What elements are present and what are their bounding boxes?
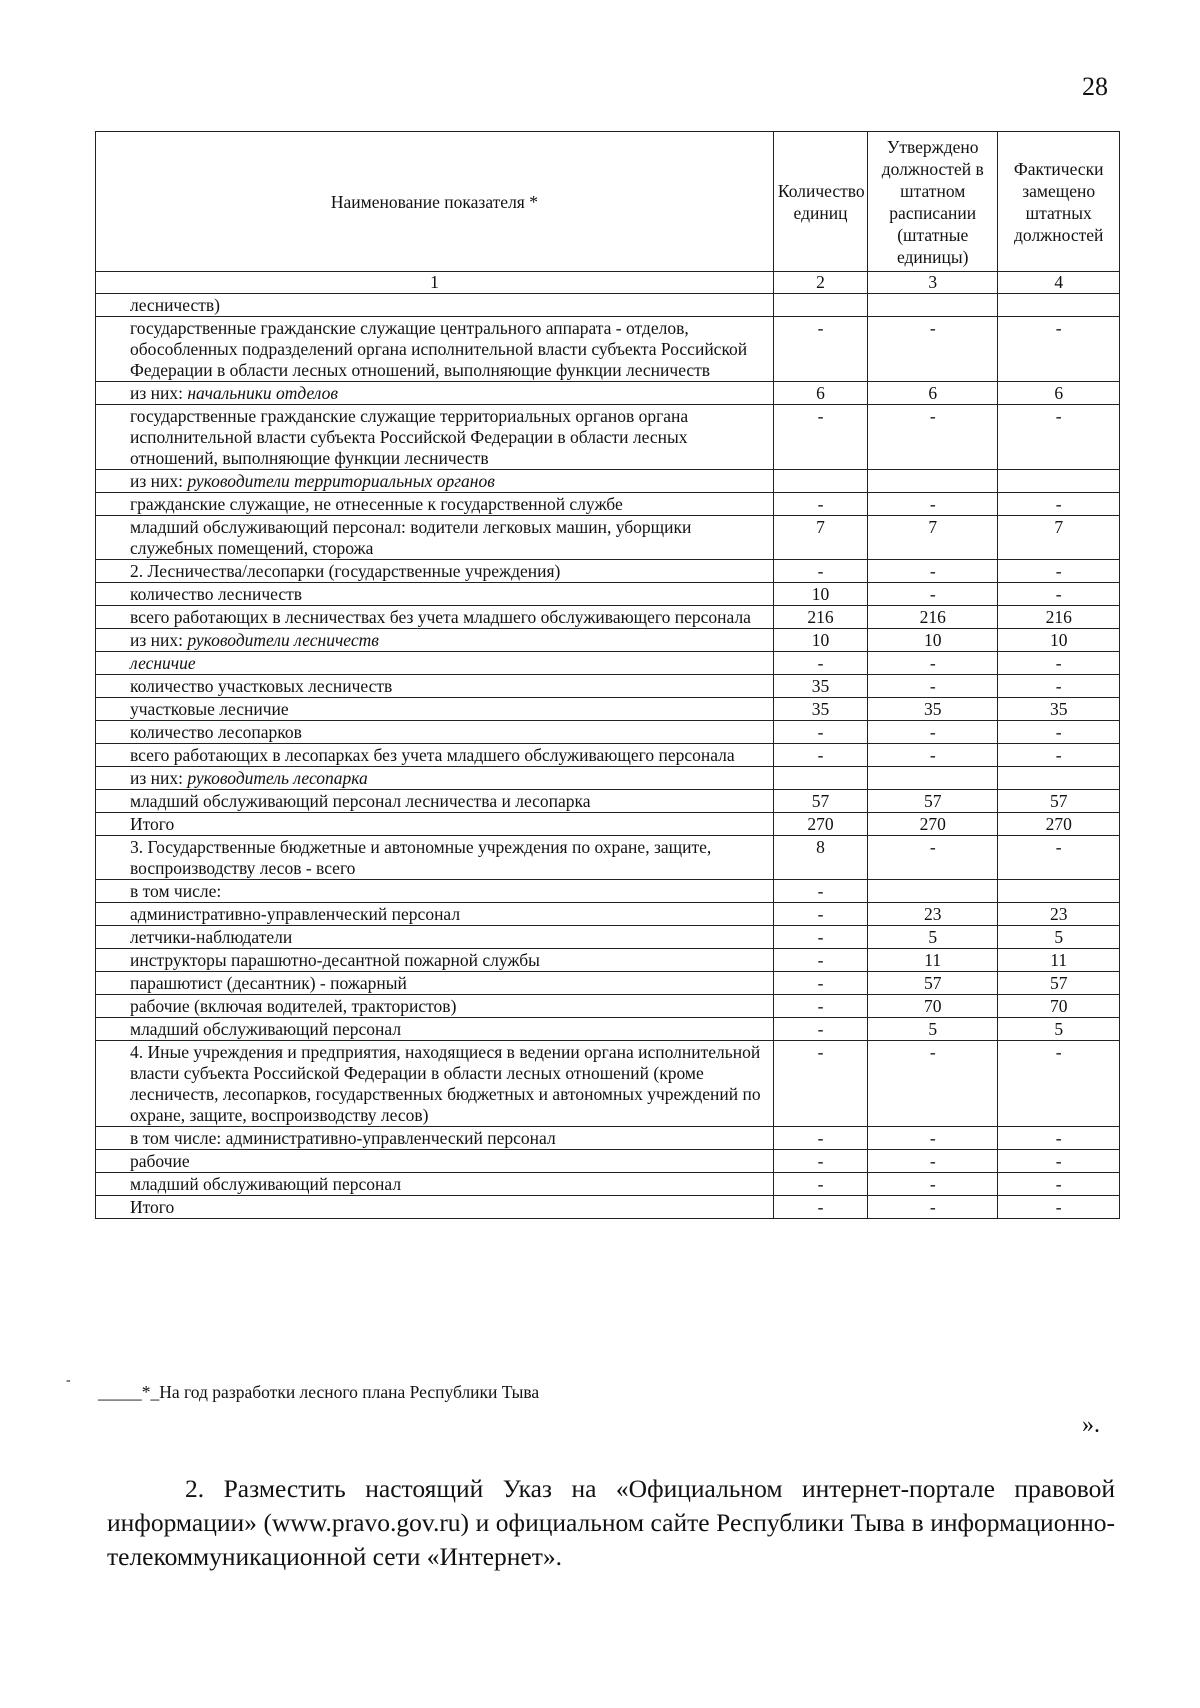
- row-label: [96, 629, 774, 652]
- header-actual: Фактически замещено штатных должностей: [998, 132, 1120, 272]
- table-row: [96, 721, 1120, 744]
- row-label-text: рабочие (включая водителей, трактористов): [130, 996, 457, 1016]
- cell-c3: 216: [868, 606, 998, 629]
- row-label-text: лесничеств): [130, 295, 220, 315]
- row-label-text: младший обслуживающий персонал: [130, 1019, 402, 1039]
- row-label-text: административно-управленческий персонал: [130, 904, 461, 924]
- page-number: 28: [1082, 72, 1108, 101]
- row-prefix: из них:: [130, 471, 188, 491]
- table-row: [96, 560, 1120, 583]
- row-label: [96, 1173, 774, 1196]
- row-label-text: 3. Государственные бюджетные и автономные учреждения по охране, защите, воспроизводству лесов - всего: [130, 837, 712, 878]
- row-label-text: в том числе:: [130, 881, 222, 901]
- cell-c4: -: [998, 317, 1120, 382]
- cell-c3: 11: [868, 949, 998, 972]
- table-row: [96, 606, 1120, 629]
- cell-c2: -: [773, 1173, 867, 1196]
- cell-c2: -: [773, 1127, 867, 1150]
- table-row: [96, 382, 1120, 405]
- cell-c3: -: [868, 1196, 998, 1219]
- cell-c2: -: [773, 972, 867, 995]
- table-row: [96, 493, 1120, 516]
- row-label: [96, 880, 774, 903]
- table-row: [96, 836, 1120, 880]
- row-label-text: младший обслуживающий персонал лесничества и лесопарка: [130, 791, 591, 811]
- cell-c4: -: [998, 721, 1120, 744]
- row-label-text: парашютист (десантник) - пожарный: [130, 973, 407, 993]
- header-row: [96, 132, 1120, 272]
- cell-c2: 35: [773, 675, 867, 698]
- closing-quote: ».: [1082, 1412, 1100, 1438]
- row-label: [96, 560, 774, 583]
- row-label-text: рабочие: [130, 1151, 190, 1171]
- cell-c4: -: [998, 1041, 1120, 1127]
- row-label-text: Итого: [130, 1197, 175, 1217]
- row-label-text: летчики-наблюдатели: [130, 927, 293, 947]
- cell-c3: 57: [868, 790, 998, 813]
- table-row: [96, 744, 1120, 767]
- cell-c2: [773, 294, 867, 317]
- row-label-text: начальники отделов: [187, 383, 338, 403]
- cell-c4: -: [998, 744, 1120, 767]
- cell-c2: 10: [773, 629, 867, 652]
- cell-c3: -: [868, 1127, 998, 1150]
- cell-c2: 216: [773, 606, 867, 629]
- row-label-text: 2. Лесничества/лесопарки (государственные учреждения): [130, 561, 561, 581]
- table-row: [96, 629, 1120, 652]
- table-row: [96, 405, 1120, 470]
- cell-c3: -: [868, 493, 998, 516]
- cell-c4: -: [998, 493, 1120, 516]
- cell-c2: 10: [773, 583, 867, 606]
- table-row: [96, 1196, 1120, 1219]
- row-label: [96, 606, 774, 629]
- cell-c3: 6: [868, 382, 998, 405]
- cell-c3: -: [868, 721, 998, 744]
- cell-c4: 57: [998, 790, 1120, 813]
- cell-c2: 7: [773, 516, 867, 560]
- table-row: [96, 583, 1120, 606]
- cell-c3: 270: [868, 813, 998, 836]
- header-count: Количество единиц: [773, 132, 867, 272]
- cell-c4: 6: [998, 382, 1120, 405]
- cell-c4: 35: [998, 698, 1120, 721]
- cell-c2: [773, 767, 867, 790]
- row-label-text: количество лесничеств: [130, 584, 303, 604]
- cell-c4: 5: [998, 1018, 1120, 1041]
- cell-c4: [998, 767, 1120, 790]
- cell-c4: 5: [998, 926, 1120, 949]
- cell-c3: -: [868, 836, 998, 880]
- row-label: [96, 1127, 774, 1150]
- row-label-text: руководители лесничеств: [187, 630, 379, 650]
- cell-c3: -: [868, 317, 998, 382]
- cell-c2: 57: [773, 790, 867, 813]
- table-row: [96, 1173, 1120, 1196]
- cell-c2: -: [773, 880, 867, 903]
- cell-c3: [868, 880, 998, 903]
- table-row: [96, 813, 1120, 836]
- header-approved: Утверждено должностей в штатном расписании (штатные единицы): [868, 132, 998, 272]
- cell-c4: -: [998, 1127, 1120, 1150]
- cell-c2: -: [773, 1041, 867, 1127]
- cell-c4: 11: [998, 949, 1120, 972]
- table-row: [96, 1150, 1120, 1173]
- cell-c3: -: [868, 560, 998, 583]
- cell-c3: [868, 767, 998, 790]
- table-row: [96, 317, 1120, 382]
- cell-c4: -: [998, 405, 1120, 470]
- cell-c4: 7: [998, 516, 1120, 560]
- cell-c3: -: [868, 675, 998, 698]
- cell-c4: 216: [998, 606, 1120, 629]
- row-label-text: Итого: [130, 814, 175, 834]
- cell-c2: 270: [773, 813, 867, 836]
- table-row: [96, 790, 1120, 813]
- row-label-text: младший обслуживающий персонал: водители легковых машин, уборщики служебных помещений, сторожа: [130, 517, 692, 558]
- row-prefix: из них:: [130, 383, 188, 403]
- cell-c2: 35: [773, 698, 867, 721]
- cell-c4: [998, 294, 1120, 317]
- table-row: [96, 675, 1120, 698]
- column-number: 4: [998, 272, 1120, 294]
- cell-c3: -: [868, 744, 998, 767]
- cell-c4: -: [998, 836, 1120, 880]
- row-label: [96, 790, 774, 813]
- table-row: [96, 949, 1120, 972]
- column-number-row: [96, 272, 1120, 294]
- row-label-text: руководители территориальных органов: [187, 471, 495, 491]
- row-label: [96, 1150, 774, 1173]
- cell-c2: -: [773, 1018, 867, 1041]
- cell-c4: 270: [998, 813, 1120, 836]
- row-label: [96, 767, 774, 790]
- table-row: [96, 698, 1120, 721]
- cell-c2: 8: [773, 836, 867, 880]
- row-label: [96, 744, 774, 767]
- cell-c4: -: [998, 1173, 1120, 1196]
- row-label: [96, 1041, 774, 1127]
- cell-c2: -: [773, 721, 867, 744]
- decree-paragraph: 2. Разместить настоящий Указ на «Официальном интернет-портале правовой информации» (www.pravo.gov.ru) и официальном сайте Республики Тыва в информационно-телекоммуникационной сети «Интернет».: [107, 1474, 1115, 1571]
- cell-c2: -: [773, 317, 867, 382]
- staff-table: [95, 131, 1120, 1219]
- cell-c2: 6: [773, 382, 867, 405]
- table-row: [96, 880, 1120, 903]
- column-number: 3: [868, 272, 998, 294]
- row-label-text: младший обслуживающий персонал: [130, 1174, 402, 1194]
- cell-c2: -: [773, 903, 867, 926]
- row-prefix: из них:: [130, 630, 188, 650]
- cell-c3: 5: [868, 1018, 998, 1041]
- row-label: [96, 721, 774, 744]
- cell-c4: -: [998, 675, 1120, 698]
- cell-c2: -: [773, 1150, 867, 1173]
- row-label-text: лесничие: [130, 653, 196, 673]
- cell-c4: [998, 880, 1120, 903]
- table-row: [96, 972, 1120, 995]
- margin-dash: -: [66, 1373, 71, 1388]
- cell-c3: 35: [868, 698, 998, 721]
- row-label: [96, 675, 774, 698]
- table-row: [96, 903, 1120, 926]
- row-label-text: государственные гражданские служащие территориальных органов органа исполнительной власти субъекта Российской Федерации в области лесных отношений, выполняющие функции лесничеств: [130, 406, 689, 468]
- row-label-text: всего работающих в лесопарках без учета младшего обслуживающего персонала: [130, 745, 735, 765]
- cell-c4: -: [998, 1150, 1120, 1173]
- cell-c2: -: [773, 493, 867, 516]
- row-label: [96, 1196, 774, 1219]
- row-label: [96, 813, 774, 836]
- row-label: [96, 583, 774, 606]
- cell-c4: -: [998, 1196, 1120, 1219]
- cell-c3: 23: [868, 903, 998, 926]
- table-row: [96, 470, 1120, 493]
- table-row: [96, 1041, 1120, 1127]
- cell-c4: 70: [998, 995, 1120, 1018]
- cell-c3: [868, 470, 998, 493]
- table-row: [96, 294, 1120, 317]
- cell-c3: -: [868, 1150, 998, 1173]
- cell-c4: 57: [998, 972, 1120, 995]
- cell-c3: -: [868, 1173, 998, 1196]
- cell-c2: -: [773, 926, 867, 949]
- row-label: [96, 470, 774, 493]
- cell-c2: -: [773, 560, 867, 583]
- footnote: _____*_На год разработки лесного плана Республики Тыва: [98, 1382, 540, 1402]
- cell-c3: -: [868, 1041, 998, 1127]
- row-label: [96, 926, 774, 949]
- cell-c4: 10: [998, 629, 1120, 652]
- row-label: [96, 405, 774, 470]
- table-row: [96, 1018, 1120, 1041]
- cell-c4: -: [998, 652, 1120, 675]
- cell-c3: -: [868, 583, 998, 606]
- row-prefix: из них:: [130, 768, 188, 788]
- cell-c4: -: [998, 560, 1120, 583]
- row-label: [96, 652, 774, 675]
- row-label: [96, 949, 774, 972]
- cell-c3: 10: [868, 629, 998, 652]
- row-label: [96, 1018, 774, 1041]
- cell-c4: 23: [998, 903, 1120, 926]
- row-label-text: государственные гражданские служащие центрального аппарата - отделов, обособленных подразделений органа исполнительной власти субъекта Российской Федерации в области лесных отношений, выполняющие функции лесничеств: [130, 318, 748, 380]
- row-label: [96, 903, 774, 926]
- cell-c3: [868, 294, 998, 317]
- cell-c3: -: [868, 652, 998, 675]
- cell-c3: 57: [868, 972, 998, 995]
- cell-c2: -: [773, 1196, 867, 1219]
- row-label-text: количество участковых лесничеств: [130, 676, 393, 696]
- header-name: Наименование показателя *: [96, 132, 774, 272]
- cell-c2: -: [773, 995, 867, 1018]
- cell-c2: -: [773, 652, 867, 675]
- cell-c4: -: [998, 583, 1120, 606]
- row-label: [96, 516, 774, 560]
- cell-c2: -: [773, 949, 867, 972]
- row-label-text: руководитель лесопарка: [187, 768, 368, 788]
- row-label: [96, 294, 774, 317]
- cell-c4: [998, 470, 1120, 493]
- row-label-text: гражданские служащие, не отнесенные к государственной службе: [130, 494, 623, 514]
- table-row: [96, 652, 1120, 675]
- cell-c2: -: [773, 744, 867, 767]
- cell-c3: 5: [868, 926, 998, 949]
- column-number: 1: [96, 272, 774, 294]
- table-row: [96, 926, 1120, 949]
- row-label: [96, 995, 774, 1018]
- row-label: [96, 382, 774, 405]
- row-label-text: 4. Иные учреждения и предприятия, находящиеся в ведении органа исполнительной власти субъекта Российской Федерации в области лесных отношений (кроме лесничеств, лесопарков, государственных бюджетных и автономных учреждений по охране, защите, воспроизводству лесов): [130, 1042, 761, 1125]
- cell-c3: 70: [868, 995, 998, 1018]
- column-number: 2: [773, 272, 867, 294]
- table-row: [96, 516, 1120, 560]
- row-label: [96, 493, 774, 516]
- row-label: [96, 698, 774, 721]
- row-label-text: всего работающих в лесничествах без учета младшего обслуживающего персонала: [130, 607, 751, 627]
- row-label: [96, 836, 774, 880]
- table-body: [96, 294, 1120, 1219]
- row-label-text: количество лесопарков: [130, 722, 302, 742]
- row-label: [96, 972, 774, 995]
- row-label-text: участковые лесничие: [130, 699, 289, 719]
- row-label-text: в том числе: административно-управленческий персонал: [130, 1128, 556, 1148]
- cell-c2: -: [773, 405, 867, 470]
- row-label: [96, 317, 774, 382]
- table-row: [96, 1127, 1120, 1150]
- cell-c3: 7: [868, 516, 998, 560]
- table-row: [96, 767, 1120, 790]
- table-row: [96, 995, 1120, 1018]
- row-label-text: инструкторы парашютно-десантной пожарной службы: [130, 950, 540, 970]
- cell-c3: -: [868, 405, 998, 470]
- cell-c2: [773, 470, 867, 493]
